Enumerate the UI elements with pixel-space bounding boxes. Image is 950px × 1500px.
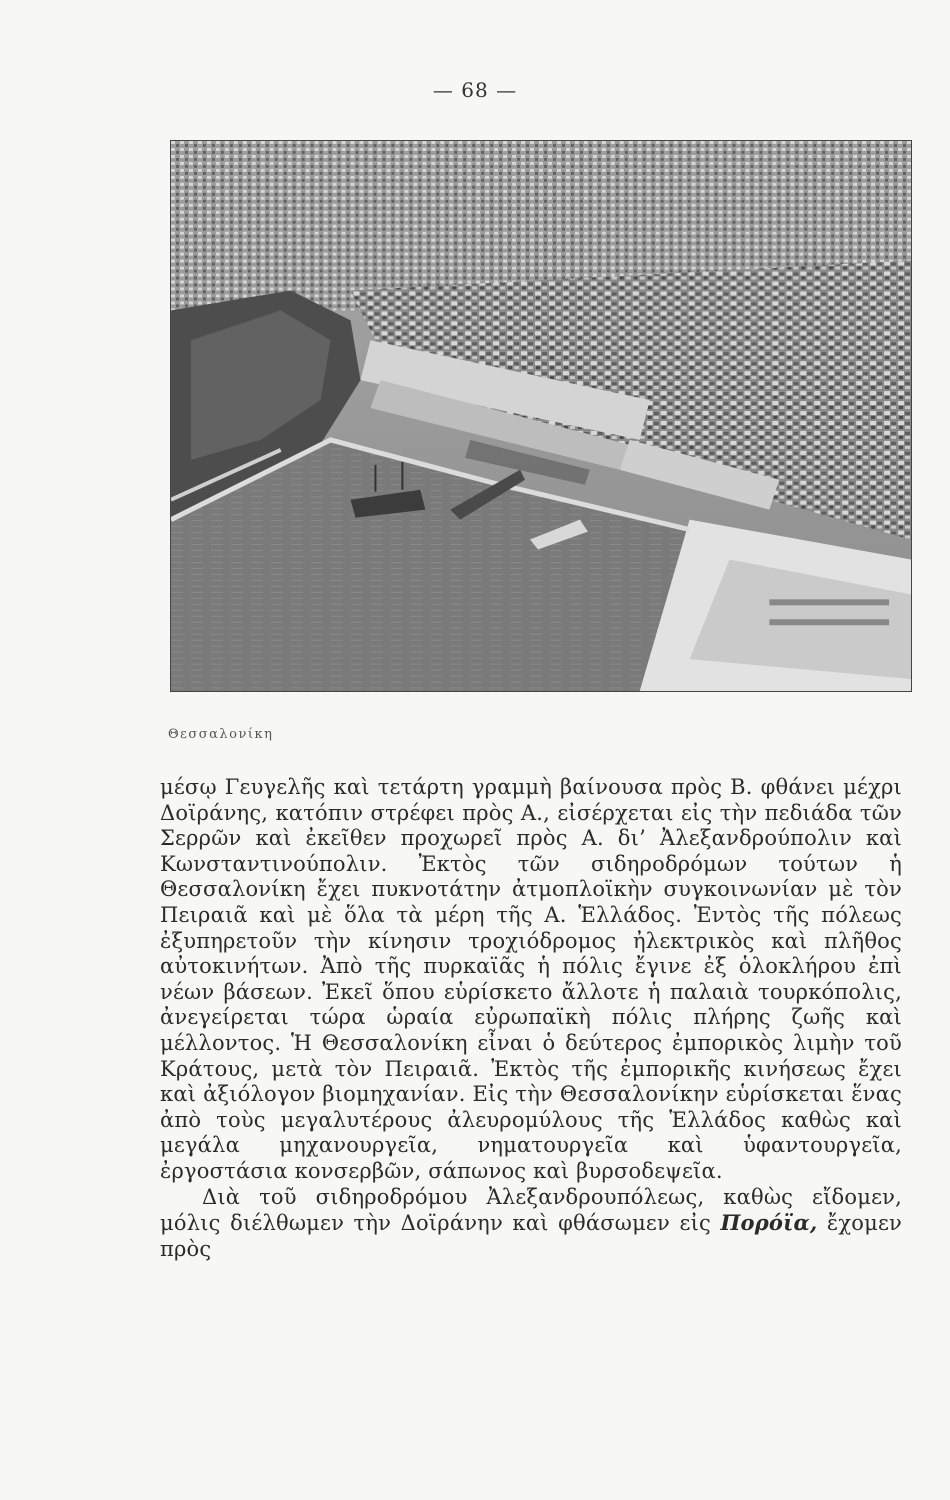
body-text <box>160 775 902 1262</box>
photo-illustration <box>171 141 911 691</box>
paragraph-2-start: Διὰ τοῦ σιδηροδρόμου Ἀλεξανδρουπόλεως, καθὼς εἴδομεν, μόλις διέλθωμεν τὴν Δοϊράνην καὶ φθάσωμεν εἰς <box>160 1184 902 1236</box>
paragraph-2 <box>160 1185 902 1263</box>
paragraph-1: μέσῳ Γευγελῆς καὶ τετάρτη γραμμὴ βαίνουσα πρὸς Β. φθάνει μέχρι Δοϊράνης, κατόπιν στρέφει πρὸς Α., εἰσέρχεται εἰς τὴν πεδιάδα τῶν Σερρῶν καὶ ἐκεῖθεν προχωρεῖ πρὸς Α. δι’ Ἀλεξανδρούπολιν καὶ Κωνσταντινούπολιν. Ἐκτὸς τῶν σιδηροδρόμων τούτων ἡ Θεσσαλονίκη ἔχει πυκνοτάτην ἀτμοπλοϊκὴν συγκοινωνίαν μὲ τὸν Πειραιᾶ καὶ μὲ ὅλα τὰ μέρη τῆς Α. Ἑλλάδος. Ἐντὸς τῆς πόλεως ἐξυπηρετοῦν τὴν κίνησιν τροχιόδρομος ἠλεκτρικὸς καὶ πλῆθος αὐτοκινήτων. Ἀπὸ τῆς πυρκαϊᾶς ἡ πόλις ἔγινε ἐξ ὁλοκλήρου ἐπὶ νέων βάσεων. Ἐκεῖ ὅπου εὑρίσκετο ἄλλοτε ἡ παλαιὰ τουρκόπολις, ἀνεγείρεται τώρα ὡραία εὐρωπαϊκὴ πόλις πλήρης ζωῆς καὶ μέλλοντος. Ἡ Θεσσαλονίκη εἶναι ὁ δεύτερος ἐμπορικὸς λιμὴν τοῦ Κράτους, μετὰ τὸν Πειραιᾶ. Ἐκτὸς τῆς ἐμπορικῆς κινήσεως ἔχει καὶ ἀξιόλογον βιομηχανίαν. Εἰς τὴν Θεσσαλονίκην εὑρίσκεται ἕνας ἀπὸ τοὺς μεγαλυτέρους ἀλευρομύλους τῆς Ἑλλάδος καθὼς καὶ μεγάλα μηχανουργεῖα, νηματουργεῖα καὶ ὑφαντουργεῖα, ἐργοστάσια κονσερβῶν, σάπωνος καὶ βυρσοδεψεῖα. <box>160 775 902 1183</box>
photo-caption: Θεσσαλονίκη <box>168 727 274 742</box>
harbor-aerial-photo <box>170 140 912 692</box>
page-number: — 68 — <box>432 78 518 102</box>
place-name-porroia: Πορόϊα, <box>720 1210 818 1236</box>
paragraph-2-end: ἔχομεν πρὸς <box>160 1211 902 1261</box>
